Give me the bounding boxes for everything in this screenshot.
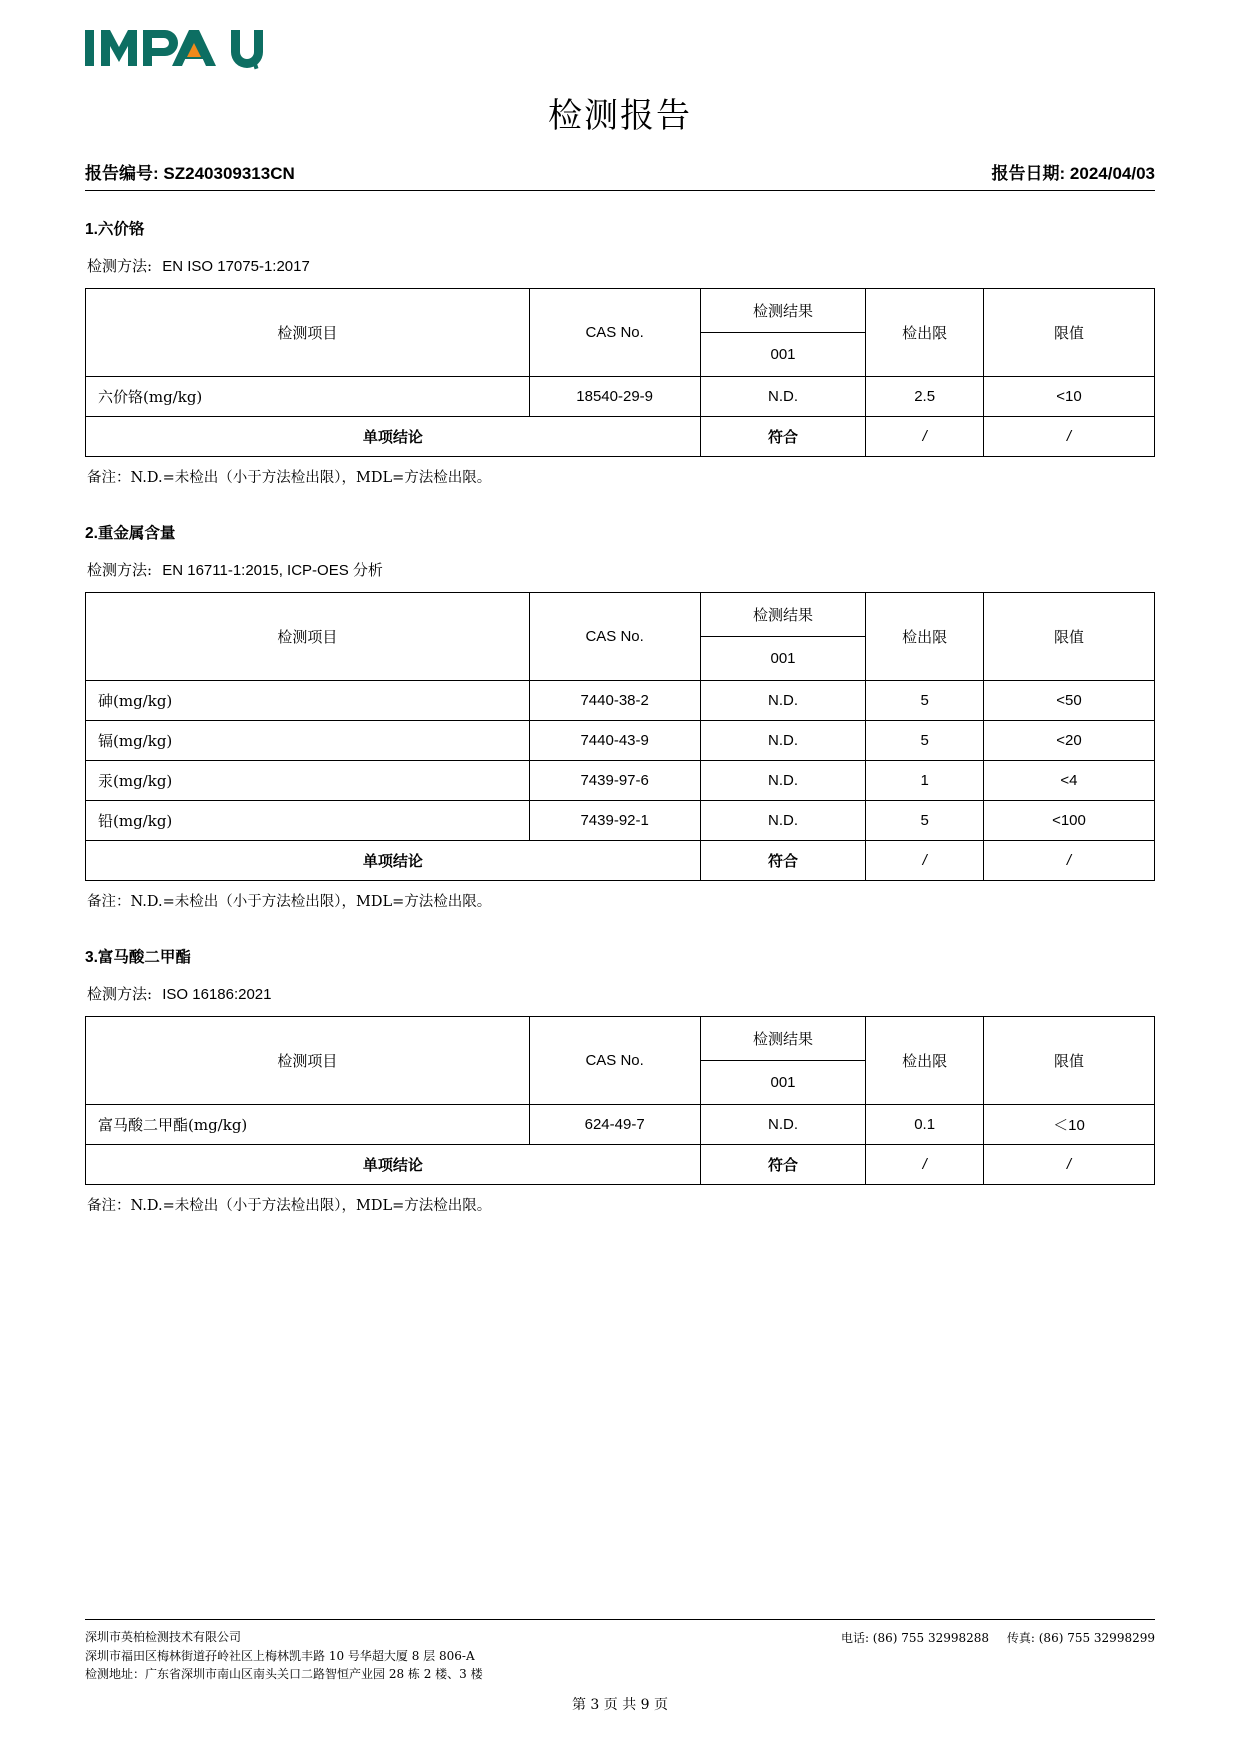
table-row xyxy=(86,681,1155,721)
table-note: 备注：N.D.=未检出（小于方法检出限），MDL=方法检出限。 xyxy=(87,470,492,486)
footer-address-lab: 检测地址：广东省深圳市南山区南头关口二路智恒产业园 28 栋 2 楼、3 楼 xyxy=(85,1667,483,1682)
section-dimethyl-fumarate xyxy=(85,945,1155,1215)
cell-cas: 7439-92-1 xyxy=(529,801,700,841)
cell-item: 汞(mg/kg) xyxy=(86,761,530,801)
column-header-result: 检测结果 xyxy=(700,289,866,333)
cell-limit: <20 xyxy=(983,721,1154,761)
test-method-label: 检测方法: xyxy=(87,561,153,579)
results-table xyxy=(85,592,1155,881)
column-header-result: 检测结果 xyxy=(700,1017,866,1061)
conclusion-limit: / xyxy=(983,1145,1154,1185)
conclusion-mdl: / xyxy=(866,841,984,881)
test-method-label: 检测方法: xyxy=(87,257,153,275)
footer-address-office: 深圳市福田区梅林街道孖岭社区上梅林凯丰路 10 号华超大厦 8 层 806-A xyxy=(85,1648,475,1663)
impaq-logo xyxy=(85,26,290,70)
conclusion-value: 符合 xyxy=(700,417,866,457)
test-method-value: EN ISO 17075-1:2017 xyxy=(162,258,310,275)
conclusion-value: 符合 xyxy=(700,1145,866,1185)
cell-mdl: 0.1 xyxy=(866,1105,984,1145)
section-title: 3.富马酸二甲酯 xyxy=(85,949,191,966)
cell-limit: ＜10 xyxy=(983,1105,1154,1145)
column-header-mdl: 检出限 xyxy=(866,289,984,377)
conclusion-limit: / xyxy=(983,417,1154,457)
cell-result: N.D. xyxy=(700,761,866,801)
cell-cas: 7439-97-6 xyxy=(529,761,700,801)
test-method-value: ISO 16186:2021 xyxy=(162,986,272,1003)
footer-company-name: 深圳市英柏检测技术有限公司 xyxy=(85,1630,242,1645)
footer-company-info xyxy=(85,1628,483,1684)
footer-contact-info xyxy=(827,1628,1155,1646)
table-row-conclusion xyxy=(86,1145,1155,1185)
cell-cas: 18540-29-9 xyxy=(529,377,700,417)
impaq-logo-icon xyxy=(85,26,290,70)
report-meta-bar xyxy=(85,159,1155,191)
column-header-limit: 限值 xyxy=(983,593,1154,681)
page-title: 检测报告 xyxy=(548,96,692,136)
report-date-label: 报告日期: xyxy=(991,164,1066,183)
cell-cas: 7440-38-2 xyxy=(529,681,700,721)
page-footer xyxy=(85,1619,1155,1714)
test-method-value: EN 16711-1:2015, ICP-OES 分析 xyxy=(162,562,383,579)
table-row-conclusion xyxy=(86,841,1155,881)
results-table xyxy=(85,288,1155,457)
logo-area xyxy=(85,0,1155,72)
footer-fax: 传真: (86) 755 32998299 xyxy=(1006,1631,1155,1646)
table-row xyxy=(86,761,1155,801)
cell-item: 铅(mg/kg) xyxy=(86,801,530,841)
cell-result: N.D. xyxy=(700,721,866,761)
report-number xyxy=(85,159,295,184)
table-row xyxy=(86,721,1155,761)
column-header-item: 检测项目 xyxy=(86,1017,530,1105)
cell-limit: <4 xyxy=(983,761,1154,801)
footer-telephone: 电话: (86) 755 32998288 xyxy=(840,1631,990,1646)
conclusion-label: 单项结论 xyxy=(86,841,701,881)
column-header-cas: CAS No. xyxy=(529,593,700,681)
page-indicator: 第 3 页 共 9 页 xyxy=(571,1697,669,1713)
column-header-mdl: 检出限 xyxy=(866,1017,984,1105)
conclusion-value: 符合 xyxy=(700,841,866,881)
cell-mdl: 2.5 xyxy=(866,377,984,417)
column-header-sample-id: 001 xyxy=(700,637,866,681)
column-header-sample-id: 001 xyxy=(700,1061,866,1105)
report-date xyxy=(992,159,1156,184)
table-row-conclusion xyxy=(86,417,1155,457)
conclusion-mdl: / xyxy=(866,417,984,457)
report-number-value: SZ240309313CN xyxy=(163,164,295,183)
table-note: 备注：N.D.=未检出（小于方法检出限），MDL=方法检出限。 xyxy=(87,894,492,910)
column-header-cas: CAS No. xyxy=(529,289,700,377)
column-header-limit: 限值 xyxy=(983,1017,1154,1105)
section-title: 1.六价铬 xyxy=(85,221,145,238)
column-header-mdl: 检出限 xyxy=(866,593,984,681)
cell-mdl: 5 xyxy=(866,801,984,841)
cell-result: N.D. xyxy=(700,681,866,721)
cell-item: 富马酸二甲酯(mg/kg) xyxy=(86,1105,530,1145)
test-method-label: 检测方法: xyxy=(87,985,153,1003)
cell-mdl: 1 xyxy=(866,761,984,801)
table-row xyxy=(86,801,1155,841)
cell-item: 砷(mg/kg) xyxy=(86,681,530,721)
column-header-item: 检测项目 xyxy=(86,593,530,681)
conclusion-limit: / xyxy=(983,841,1154,881)
cell-limit: <100 xyxy=(983,801,1154,841)
column-header-cas: CAS No. xyxy=(529,1017,700,1105)
column-header-sample-id: 001 xyxy=(700,333,866,377)
conclusion-label: 单项结论 xyxy=(86,417,701,457)
cell-item: 镉(mg/kg) xyxy=(86,721,530,761)
cell-mdl: 5 xyxy=(866,681,984,721)
cell-result: N.D. xyxy=(700,1105,866,1145)
cell-cas: 624-49-7 xyxy=(529,1105,700,1145)
column-header-limit: 限值 xyxy=(983,289,1154,377)
conclusion-mdl: / xyxy=(866,1145,984,1185)
report-date-value: 2024/04/03 xyxy=(1069,164,1155,183)
cell-mdl: 5 xyxy=(866,721,984,761)
table-row xyxy=(86,1105,1155,1145)
cell-result: N.D. xyxy=(700,801,866,841)
cell-cas: 7440-43-9 xyxy=(529,721,700,761)
cell-limit: <50 xyxy=(983,681,1154,721)
test-method-line xyxy=(87,983,1155,1004)
conclusion-label: 单项结论 xyxy=(86,1145,701,1185)
table-row xyxy=(86,377,1155,417)
section-title: 2.重金属含量 xyxy=(85,525,176,542)
section-heavy-metals xyxy=(85,521,1155,911)
cell-limit: <10 xyxy=(983,377,1154,417)
table-note: 备注：N.D.=未检出（小于方法检出限），MDL=方法检出限。 xyxy=(87,1198,492,1214)
test-method-line xyxy=(87,559,1155,580)
cell-item: 六价铬(mg/kg) xyxy=(86,377,530,417)
section-hexavalent-chromium xyxy=(85,217,1155,487)
results-table xyxy=(85,1016,1155,1185)
cell-result: N.D. xyxy=(700,377,866,417)
test-method-line xyxy=(87,255,1155,276)
report-number-label: 报告编号: xyxy=(85,164,159,183)
column-header-item: 检测项目 xyxy=(86,289,530,377)
column-header-result: 检测结果 xyxy=(700,593,866,637)
